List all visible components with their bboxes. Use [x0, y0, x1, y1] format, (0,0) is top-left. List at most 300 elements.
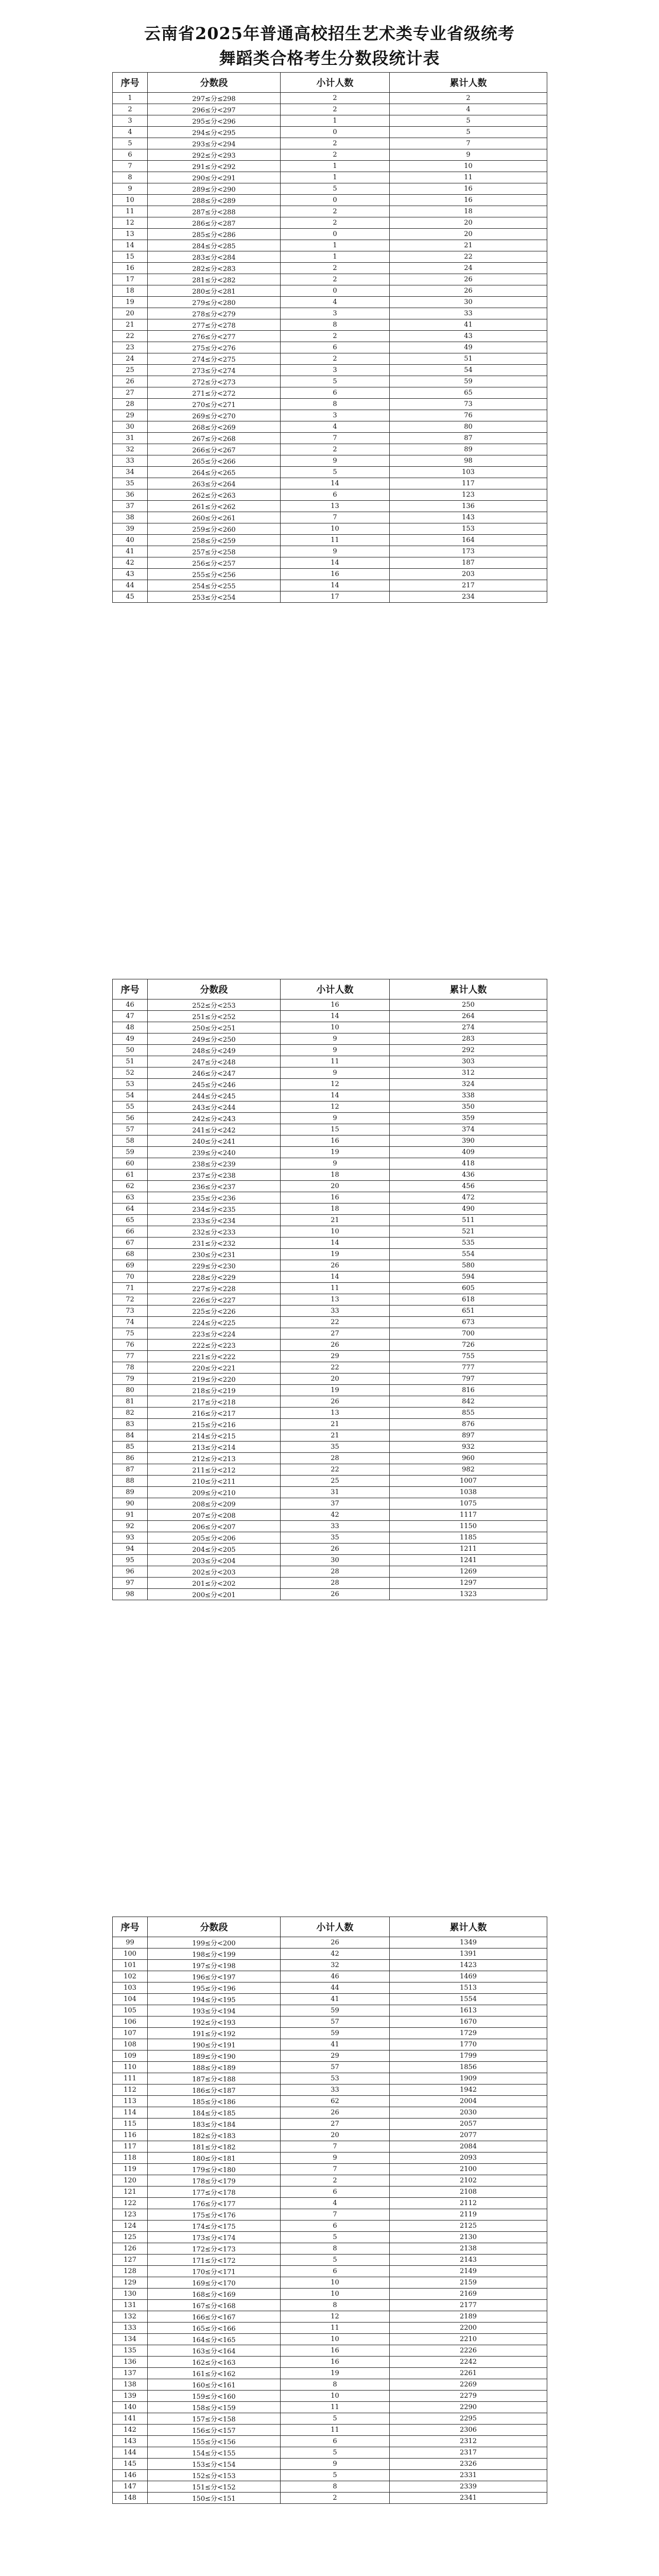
- table-row: [113, 2141, 547, 2153]
- cell-subtotal: 9: [281, 1045, 390, 1056]
- cell-subtotal: 16: [281, 569, 390, 580]
- cell-index: 14: [113, 240, 148, 251]
- cell-index: 134: [113, 2334, 148, 2345]
- cell-score-range: 174≤分<175: [148, 2221, 281, 2232]
- cell-score-range: 217≤分<218: [148, 1396, 281, 1408]
- cell-score-range: 248≤分<249: [148, 1045, 281, 1056]
- page-subtitle: 舞蹈类合格考生分数段统计表: [219, 48, 440, 68]
- cell-score-range: 288≤分<289: [148, 195, 281, 206]
- table-row: [113, 1396, 547, 1408]
- table-row: [113, 1498, 547, 1510]
- table-row: [113, 2323, 547, 2334]
- table-row: [113, 1385, 547, 1396]
- table-row: [113, 319, 547, 331]
- cell-score-range: 208≤分<209: [148, 1498, 281, 1510]
- table-row: [113, 2357, 547, 2368]
- table-row: [113, 512, 547, 523]
- cell-score-range: 152≤分<153: [148, 2470, 281, 2481]
- cell-score-range: 230≤分<231: [148, 1249, 281, 1260]
- table-row: [113, 1113, 547, 1124]
- cell-subtotal: 0: [281, 285, 390, 297]
- cell-index: 75: [113, 1328, 148, 1340]
- cell-subtotal: 11: [281, 535, 390, 546]
- cell-cumulative: 1269: [390, 1566, 547, 1578]
- cell-subtotal: 8: [281, 2481, 390, 2493]
- cell-score-range: 294≤分<295: [148, 127, 281, 138]
- cell-score-range: 164≤分<165: [148, 2334, 281, 2345]
- cell-score-range: 232≤分<233: [148, 1226, 281, 1238]
- cell-score-range: 166≤分<167: [148, 2311, 281, 2323]
- cell-subtotal: 14: [281, 1090, 390, 1101]
- cell-cumulative: 203: [390, 569, 547, 580]
- cell-index: 48: [113, 1022, 148, 1033]
- cell-score-range: 246≤分<247: [148, 1067, 281, 1079]
- cell-score-range: 269≤分<270: [148, 410, 281, 421]
- cell-index: 54: [113, 1090, 148, 1101]
- cell-subtotal: 16: [281, 1136, 390, 1147]
- cell-index: 5: [113, 138, 148, 149]
- cell-index: 37: [113, 501, 148, 512]
- table-row: [113, 2470, 547, 2481]
- cell-score-range: 221≤分<222: [148, 1351, 281, 1362]
- cell-index: 52: [113, 1067, 148, 1079]
- cell-cumulative: 2200: [390, 2323, 547, 2334]
- cell-subtotal: 14: [281, 557, 390, 569]
- cell-cumulative: 816: [390, 1385, 547, 1396]
- cell-score-range: 290≤分<291: [148, 172, 281, 183]
- cell-index: 35: [113, 478, 148, 489]
- cell-subtotal: 12: [281, 1079, 390, 1090]
- cell-cumulative: 2169: [390, 2289, 547, 2300]
- cell-score-range: 258≤分<259: [148, 535, 281, 546]
- table-row: [113, 1442, 547, 1453]
- cell-subtotal: 9: [281, 2153, 390, 2164]
- cell-subtotal: 27: [281, 2119, 390, 2130]
- cell-cumulative: 250: [390, 999, 547, 1011]
- table-row: [113, 217, 547, 229]
- cell-subtotal: 22: [281, 1362, 390, 1374]
- cell-index: 21: [113, 319, 148, 331]
- cell-score-range: 162≤分<163: [148, 2357, 281, 2368]
- cell-score-range: 242≤分<243: [148, 1113, 281, 1124]
- cell-subtotal: 6: [281, 342, 390, 353]
- cell-subtotal: 57: [281, 2016, 390, 2028]
- cell-score-range: 204≤分<205: [148, 1544, 281, 1555]
- cell-index: 32: [113, 444, 148, 455]
- cell-index: 57: [113, 1124, 148, 1136]
- cell-index: 107: [113, 2028, 148, 2039]
- cell-index: 136: [113, 2357, 148, 2368]
- cell-score-range: 234≤分<235: [148, 1204, 281, 1215]
- cell-cumulative: 103: [390, 467, 547, 478]
- cell-index: 127: [113, 2255, 148, 2266]
- cell-subtotal: 0: [281, 229, 390, 240]
- cell-index: 16: [113, 263, 148, 274]
- cell-cumulative: 22: [390, 251, 547, 263]
- cell-index: 82: [113, 1408, 148, 1419]
- cell-score-range: 264≤分<265: [148, 467, 281, 478]
- cell-cumulative: 2100: [390, 2164, 547, 2175]
- table-row: [113, 410, 547, 421]
- cell-cumulative: 490: [390, 1204, 547, 1215]
- cell-score-range: 254≤分<255: [148, 580, 281, 591]
- cell-index: 31: [113, 433, 148, 444]
- table-row: [113, 1147, 547, 1158]
- cell-score-range: 180≤分<181: [148, 2153, 281, 2164]
- cell-score-range: 211≤分<212: [148, 1464, 281, 1476]
- cell-subtotal: 1: [281, 240, 390, 251]
- table-row: [113, 1982, 547, 1994]
- cell-cumulative: 1613: [390, 2005, 547, 2016]
- cell-index: 114: [113, 2107, 148, 2119]
- cell-index: 23: [113, 342, 148, 353]
- table-row: [113, 1971, 547, 1982]
- table-row: [113, 1374, 547, 1385]
- cell-index: 123: [113, 2209, 148, 2221]
- cell-index: 147: [113, 2481, 148, 2493]
- cell-subtotal: 26: [281, 2107, 390, 2119]
- cell-cumulative: 16: [390, 195, 547, 206]
- cell-index: 135: [113, 2345, 148, 2357]
- cell-index: 66: [113, 1226, 148, 1238]
- cell-subtotal: 14: [281, 1272, 390, 1283]
- cell-score-range: 272≤分<273: [148, 376, 281, 387]
- table-row: [113, 2209, 547, 2221]
- cell-index: 33: [113, 455, 148, 467]
- cell-index: 55: [113, 1101, 148, 1113]
- cell-subtotal: 10: [281, 2334, 390, 2345]
- table-row: [113, 2379, 547, 2391]
- page-title: 云南省2025年普通高校招生艺术类专业省级统考: [144, 24, 515, 43]
- cell-index: 42: [113, 557, 148, 569]
- cell-cumulative: 1670: [390, 2016, 547, 2028]
- cell-index: 28: [113, 399, 148, 410]
- cell-score-range: 295≤分<296: [148, 115, 281, 127]
- cell-score-range: 261≤分<262: [148, 501, 281, 512]
- cell-score-range: 190≤分<191: [148, 2039, 281, 2050]
- table-row: [113, 1033, 547, 1045]
- cell-index: 51: [113, 1056, 148, 1067]
- header-cumulative: 累计人数: [390, 1917, 547, 1937]
- cell-score-range: 235≤分<236: [148, 1192, 281, 1204]
- table-row: [113, 1937, 547, 1948]
- cell-score-range: 175≤分<176: [148, 2209, 281, 2221]
- table-row: [113, 1351, 547, 1362]
- table-row: [113, 1994, 547, 2005]
- table-row: [113, 1419, 547, 1430]
- cell-subtotal: 26: [281, 1396, 390, 1408]
- table-row: [113, 1067, 547, 1079]
- cell-index: 103: [113, 1982, 148, 1994]
- cell-score-range: 227≤分<228: [148, 1283, 281, 1294]
- cell-cumulative: 80: [390, 421, 547, 433]
- cell-index: 129: [113, 2277, 148, 2289]
- table-row: [113, 1306, 547, 1317]
- header-index: 序号: [113, 979, 148, 999]
- cell-subtotal: 1: [281, 251, 390, 263]
- table-row: [113, 2402, 547, 2413]
- cell-cumulative: 2125: [390, 2221, 547, 2232]
- cell-index: 61: [113, 1170, 148, 1181]
- cell-subtotal: 46: [281, 1971, 390, 1982]
- cell-cumulative: 24: [390, 263, 547, 274]
- cell-score-range: 209≤分<210: [148, 1487, 281, 1498]
- cell-subtotal: 20: [281, 1181, 390, 1192]
- cell-score-range: 179≤分<180: [148, 2164, 281, 2175]
- cell-subtotal: 5: [281, 376, 390, 387]
- cell-subtotal: 2: [281, 93, 390, 104]
- cell-subtotal: 16: [281, 2345, 390, 2357]
- cell-cumulative: 2226: [390, 2345, 547, 2357]
- cell-subtotal: 10: [281, 1226, 390, 1238]
- table-row: [113, 1204, 547, 1215]
- cell-index: 73: [113, 1306, 148, 1317]
- cell-cumulative: 2149: [390, 2266, 547, 2277]
- header-subtotal: 小计人数: [281, 1917, 390, 1937]
- cell-subtotal: 32: [281, 1960, 390, 1971]
- table-row: [113, 535, 547, 546]
- cell-cumulative: 673: [390, 1317, 547, 1328]
- cell-subtotal: 6: [281, 2436, 390, 2447]
- table-row: [113, 2425, 547, 2436]
- table-row: [113, 240, 547, 251]
- table-row: [113, 1589, 547, 1600]
- cell-score-range: 266≤分<267: [148, 444, 281, 455]
- cell-index: 99: [113, 1937, 148, 1948]
- cell-score-range: 282≤分<283: [148, 263, 281, 274]
- cell-cumulative: 1513: [390, 1982, 547, 1994]
- table-row: [113, 467, 547, 478]
- cell-subtotal: 28: [281, 1453, 390, 1464]
- cell-cumulative: 1554: [390, 1994, 547, 2005]
- cell-index: 91: [113, 1510, 148, 1521]
- cell-subtotal: 19: [281, 1147, 390, 1158]
- cell-subtotal: 20: [281, 2130, 390, 2141]
- table-row: [113, 2050, 547, 2062]
- cell-score-range: 281≤分<282: [148, 274, 281, 285]
- cell-cumulative: 338: [390, 1090, 547, 1101]
- header-score-range: 分数段: [148, 1917, 281, 1937]
- cell-index: 7: [113, 161, 148, 172]
- cell-cumulative: 932: [390, 1442, 547, 1453]
- cell-cumulative: 234: [390, 591, 547, 603]
- header-index: 序号: [113, 1917, 148, 1937]
- cell-subtotal: 4: [281, 2198, 390, 2209]
- table-row: [113, 93, 547, 104]
- cell-index: 50: [113, 1045, 148, 1056]
- cell-score-range: 236≤分<237: [148, 1181, 281, 1192]
- table-row: [113, 308, 547, 319]
- cell-subtotal: 3: [281, 410, 390, 421]
- cell-index: 128: [113, 2266, 148, 2277]
- cell-cumulative: 26: [390, 285, 547, 297]
- cell-score-range: 265≤分<266: [148, 455, 281, 467]
- score-table-page-3: [112, 1917, 547, 2504]
- table-row: [113, 2493, 547, 2504]
- score-table-page-1: [112, 72, 547, 603]
- table-row: [113, 1022, 547, 1033]
- cell-score-range: 268≤分<269: [148, 421, 281, 433]
- cell-index: 113: [113, 2096, 148, 2107]
- table-row: [113, 1136, 547, 1147]
- table-row: [113, 1260, 547, 1272]
- cell-subtotal: 13: [281, 1294, 390, 1306]
- table-row: [113, 1283, 547, 1294]
- cell-cumulative: 59: [390, 376, 547, 387]
- cell-subtotal: 11: [281, 1283, 390, 1294]
- cell-index: 130: [113, 2289, 148, 2300]
- cell-cumulative: 2261: [390, 2368, 547, 2379]
- cell-score-range: 172≤分<173: [148, 2243, 281, 2255]
- cell-cumulative: 2306: [390, 2425, 547, 2436]
- cell-score-range: 194≤分<195: [148, 1994, 281, 2005]
- cell-subtotal: 2: [281, 104, 390, 115]
- cell-score-range: 226≤分<227: [148, 1294, 281, 1306]
- table-row: [113, 2436, 547, 2447]
- cell-cumulative: 43: [390, 331, 547, 342]
- cell-cumulative: 960: [390, 1453, 547, 1464]
- table-row: [113, 2243, 547, 2255]
- cell-cumulative: 2290: [390, 2402, 547, 2413]
- cell-subtotal: 16: [281, 2357, 390, 2368]
- cell-score-range: 181≤分<182: [148, 2141, 281, 2153]
- cell-cumulative: 2143: [390, 2255, 547, 2266]
- cell-score-range: 189≤分<190: [148, 2050, 281, 2062]
- table-row: [113, 2028, 547, 2039]
- cell-subtotal: 22: [281, 1464, 390, 1476]
- cell-subtotal: 35: [281, 1442, 390, 1453]
- cell-cumulative: 2057: [390, 2119, 547, 2130]
- cell-score-range: 167≤分<168: [148, 2300, 281, 2311]
- cell-cumulative: 117: [390, 478, 547, 489]
- cell-cumulative: 20: [390, 229, 547, 240]
- cell-subtotal: 28: [281, 1566, 390, 1578]
- cell-cumulative: 9: [390, 149, 547, 161]
- cell-score-range: 183≤分<184: [148, 2119, 281, 2130]
- cell-subtotal: 42: [281, 1948, 390, 1960]
- table-row: [113, 297, 547, 308]
- cell-score-range: 292≤分<293: [148, 149, 281, 161]
- cell-cumulative: 359: [390, 1113, 547, 1124]
- cell-subtotal: 9: [281, 1113, 390, 1124]
- cell-cumulative: 164: [390, 535, 547, 546]
- cell-cumulative: 1856: [390, 2062, 547, 2073]
- cell-cumulative: 16: [390, 183, 547, 195]
- table-row: [113, 1090, 547, 1101]
- table-row: [113, 1408, 547, 1419]
- cell-subtotal: 12: [281, 2311, 390, 2323]
- cell-cumulative: 292: [390, 1045, 547, 1056]
- cell-score-range: 187≤分<188: [148, 2073, 281, 2084]
- cell-cumulative: 521: [390, 1226, 547, 1238]
- cell-index: 115: [113, 2119, 148, 2130]
- cell-subtotal: 6: [281, 2187, 390, 2198]
- cell-subtotal: 21: [281, 1419, 390, 1430]
- cell-score-range: 240≤分<241: [148, 1136, 281, 1147]
- table-row: [113, 2073, 547, 2084]
- cell-index: 120: [113, 2175, 148, 2187]
- cell-cumulative: 2210: [390, 2334, 547, 2345]
- cell-subtotal: 7: [281, 2164, 390, 2175]
- cell-subtotal: 15: [281, 1124, 390, 1136]
- table-row: [113, 1960, 547, 1971]
- cell-index: 86: [113, 1453, 148, 1464]
- cell-subtotal: 18: [281, 1170, 390, 1181]
- table-row: [113, 2084, 547, 2096]
- cell-index: 47: [113, 1011, 148, 1022]
- cell-subtotal: 29: [281, 2050, 390, 2062]
- cell-cumulative: 1117: [390, 1510, 547, 1521]
- cell-index: 85: [113, 1442, 148, 1453]
- cell-score-range: 203≤分<204: [148, 1555, 281, 1566]
- cell-index: 101: [113, 1960, 148, 1971]
- cell-score-range: 165≤分<166: [148, 2323, 281, 2334]
- cell-score-range: 192≤分<193: [148, 2016, 281, 2028]
- cell-score-range: 169≤分<170: [148, 2277, 281, 2289]
- cell-score-range: 151≤分<152: [148, 2481, 281, 2493]
- cell-subtotal: 31: [281, 1487, 390, 1498]
- cell-subtotal: 62: [281, 2096, 390, 2107]
- cell-subtotal: 20: [281, 1374, 390, 1385]
- cell-cumulative: 153: [390, 523, 547, 535]
- table-row: [113, 489, 547, 501]
- cell-index: 74: [113, 1317, 148, 1328]
- cell-score-range: 287≤分<288: [148, 206, 281, 217]
- cell-index: 38: [113, 512, 148, 523]
- cell-index: 87: [113, 1464, 148, 1476]
- cell-score-range: 239≤分<240: [148, 1147, 281, 1158]
- table-row: [113, 1238, 547, 1249]
- cell-cumulative: 2177: [390, 2300, 547, 2311]
- cell-cumulative: 1211: [390, 1544, 547, 1555]
- cell-index: 24: [113, 353, 148, 365]
- table-row: [113, 2266, 547, 2277]
- cell-score-range: 219≤分<220: [148, 1374, 281, 1385]
- cell-cumulative: 605: [390, 1283, 547, 1294]
- cell-score-range: 206≤分<207: [148, 1521, 281, 1532]
- cell-cumulative: 18: [390, 206, 547, 217]
- cell-index: 143: [113, 2436, 148, 2447]
- cell-score-range: 186≤分<187: [148, 2084, 281, 2096]
- table-row: [113, 1181, 547, 1192]
- cell-subtotal: 9: [281, 455, 390, 467]
- table-row: [113, 2481, 547, 2493]
- cell-index: 60: [113, 1158, 148, 1170]
- cell-cumulative: 1423: [390, 1960, 547, 1971]
- cell-index: 118: [113, 2153, 148, 2164]
- table-row: [113, 1272, 547, 1283]
- cell-subtotal: 57: [281, 2062, 390, 2073]
- table-row: [113, 2391, 547, 2402]
- cell-cumulative: 98: [390, 455, 547, 467]
- cell-score-range: 184≤分<185: [148, 2107, 281, 2119]
- cell-cumulative: 726: [390, 1340, 547, 1351]
- cell-index: 19: [113, 297, 148, 308]
- cell-score-range: 218≤分<219: [148, 1385, 281, 1396]
- cell-index: 44: [113, 580, 148, 591]
- table-row: [113, 1340, 547, 1351]
- cell-subtotal: 16: [281, 1192, 390, 1204]
- table-row: [113, 183, 547, 195]
- cell-cumulative: 89: [390, 444, 547, 455]
- cell-cumulative: 65: [390, 387, 547, 399]
- cell-cumulative: 2189: [390, 2311, 547, 2323]
- table-row: [113, 2119, 547, 2130]
- table-row: [113, 387, 547, 399]
- cell-index: 30: [113, 421, 148, 433]
- cell-score-range: 163≤分<164: [148, 2345, 281, 2357]
- cell-index: 18: [113, 285, 148, 297]
